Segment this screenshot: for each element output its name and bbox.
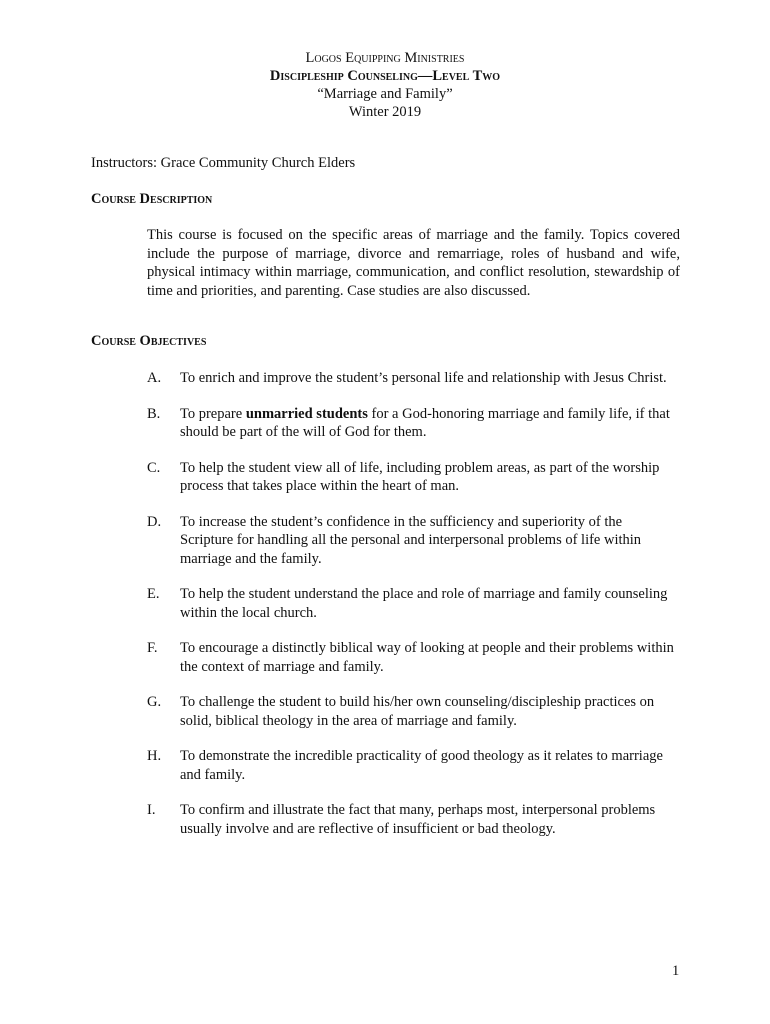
objective-item-b xyxy=(147,405,687,442)
objective-text-emphasis: unmarried students xyxy=(245,405,368,422)
objective-item-c xyxy=(147,459,687,496)
course-subtitle: “Marriage and Family” xyxy=(317,86,453,102)
objective-item-e xyxy=(147,585,687,622)
objective-item-i xyxy=(147,801,687,838)
objective-text: To encourage a distinctly biblical way of looking at people and their problems within the context of marriage and family. xyxy=(180,640,674,675)
objective-text: To enrich and improve the student’s personal life and relationship with Jesus Christ. xyxy=(180,370,667,386)
objective-text xyxy=(180,405,687,442)
objective-letter: I. xyxy=(147,802,156,818)
course-term: Winter 2019 xyxy=(348,104,422,120)
course-description-heading: Course Description xyxy=(91,191,213,207)
objectives-list xyxy=(147,369,687,838)
objective-item-d xyxy=(147,513,687,569)
course-description-body: This course is focused on the specific areas of marriage and the family. Topics covered include the purpose of marriage, divorce and remarriage, roles of husband and wife, physical intimacy within marriage, communication, and conflict resolution, stewardship of time and priorities, and parenting. Case studies are also discussed. xyxy=(147,227,680,299)
objective-letter: E. xyxy=(147,586,160,602)
course-title: Discipleship Counseling—Level Two xyxy=(269,68,501,84)
objective-letter: C. xyxy=(147,459,161,476)
objective-text-pre: To prepare xyxy=(180,405,246,422)
org-name: Logos Equipping Ministries xyxy=(305,50,465,66)
objective-letter: B. xyxy=(147,405,161,422)
objective-text: To confirm and illustrate the fact that many, perhaps most, interpersonal problems usually involve and are reflective of insufficient or bad theology. xyxy=(180,802,656,837)
objective-letter: G. xyxy=(147,694,162,710)
document-header xyxy=(0,49,770,121)
objective-text: To demonstrate the incredible practicality of good theology as it relates to marriage and family. xyxy=(180,748,663,783)
objective-item-f xyxy=(147,639,687,676)
page-number: 1 xyxy=(672,963,680,979)
objective-letter: D. xyxy=(147,513,162,530)
objective-text: To help the student understand the place and role of marriage and family counseling within the local church. xyxy=(180,586,668,621)
objective-text: To challenge the student to build his/her own counseling/discipleship practices on solid, biblical theology in the area of marriage and family. xyxy=(180,694,655,729)
objective-letter: A. xyxy=(147,370,162,386)
objective-text: To help the student view all of life, including problem areas, as part of the worship process that takes place within the heart of man. xyxy=(180,459,660,494)
objective-item-h xyxy=(147,747,687,784)
objective-text: To increase the student’s confidence in the sufficiency and superiority of the Scripture for handling all the personal and interpersonal problems of life within marriage and the family. xyxy=(180,513,642,567)
objective-text-post: for a God-honoring marriage and family life, if that should be part of the will of God for them. xyxy=(180,405,670,440)
objective-letter: H. xyxy=(147,748,162,764)
objective-item-a xyxy=(147,369,687,388)
objective-item-g xyxy=(147,693,687,730)
instructors-line: Instructors: Grace Community Church Elders xyxy=(91,155,356,171)
objective-letter: F. xyxy=(147,640,158,656)
course-objectives-heading: Course Objectives xyxy=(91,333,207,349)
